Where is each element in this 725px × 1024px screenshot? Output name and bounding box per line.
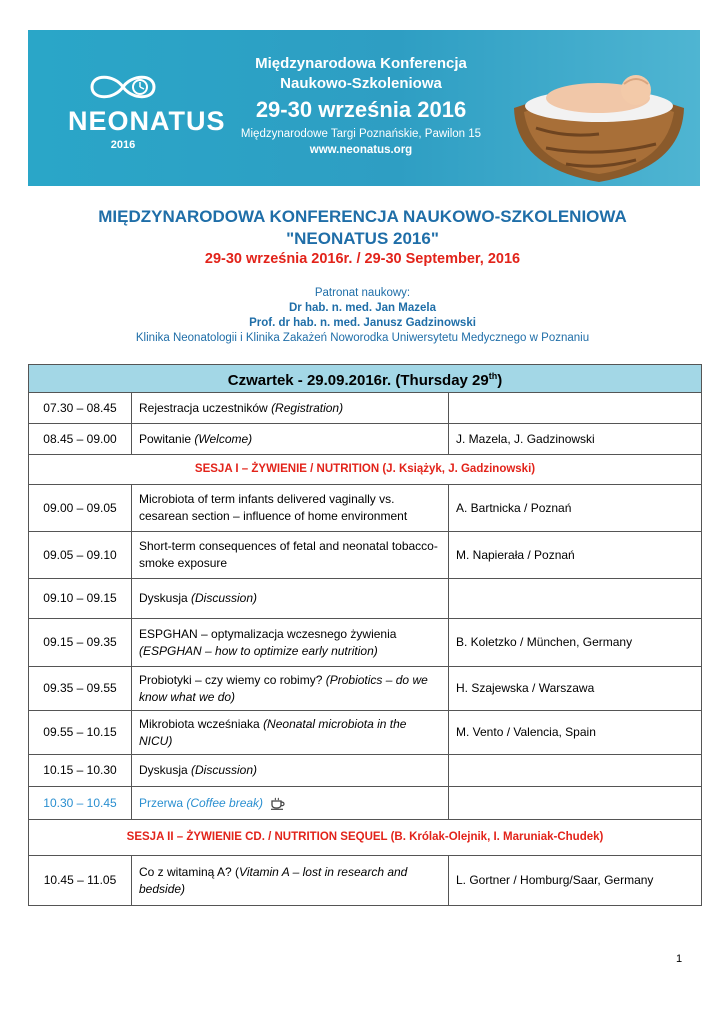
coffee-cup-icon: [270, 797, 286, 810]
topic-cell: Probiotyki – czy wiemy co robimy? (Probiotics – do we know what we do): [132, 667, 449, 711]
patronage-block: [30, 286, 695, 346]
day-header-row: [29, 365, 702, 393]
patron-2: Prof. dr hab. n. med. Janusz Gadzinowski: [249, 317, 476, 329]
topic-cell: Co z witaminą A? (Vitamin A – lost in research and bedside): [132, 856, 449, 906]
schedule-row: [29, 711, 702, 755]
topic-cell: Rejestracja uczestników (Registration): [132, 393, 449, 424]
session-heading: SESJA I – ŻYWIENIE / NUTRITION (J. Książyk, J. Gadzinowski): [29, 455, 702, 485]
banner-line2: Naukowo-Szkoleniowa: [280, 75, 442, 92]
patron-institution: Klinika Neonatologii i Klinika Zakażeń Noworodka Uniwersytetu Medycznego w Poznaniu: [135, 332, 590, 344]
time-cell: 09.55 – 10.15: [29, 711, 132, 755]
topic-cell: Dyskusja (Discussion): [132, 579, 449, 619]
neonatus-logo: [68, 70, 226, 151]
speaker-cell: H. Szajewska / Warszawa: [449, 667, 702, 711]
time-cell: 08.45 – 09.00: [29, 424, 132, 455]
schedule-row: [29, 667, 702, 711]
banner-website: www.neonatus.org: [309, 144, 413, 156]
schedule-row: [29, 485, 702, 532]
time-cell: 09.15 – 09.35: [29, 619, 132, 667]
title-line1: MIĘDZYNARODOWA KONFERENCJA NAUKOWO-SZKOLENIOWA: [98, 207, 627, 226]
conference-dates: 29-30 września 2016r. / 29-30 September, 2016: [204, 251, 521, 267]
speaker-cell: M. Vento / Valencia, Spain: [449, 711, 702, 755]
topic-cell: Przerwa (Coffee break): [132, 787, 449, 820]
banner-text: [206, 54, 516, 158]
topic-cell: ESPGHAN – optymalizacja wczesnego żywienia (ESPGHAN – how to optimize early nutrition): [132, 619, 449, 667]
speaker-cell: B. Koletzko / München, Germany: [449, 619, 702, 667]
speaker-cell: A. Bartnicka / Poznań: [449, 485, 702, 532]
day-header: Czwartek - 29.09.2016r. (Thursday 29th): [29, 365, 702, 393]
schedule-row: [29, 755, 702, 787]
time-cell: 09.00 – 09.05: [29, 485, 132, 532]
schedule-row: [29, 856, 702, 906]
baby-in-nutshell-illustration: [506, 68, 692, 186]
banner-dates: 29-30 września 2016: [255, 97, 467, 122]
banner-venue: Międzynarodowe Targi Poznańskie, Pawilon 15: [240, 128, 482, 140]
topic-cell: Dyskusja (Discussion): [132, 755, 449, 787]
time-cell: 09.10 – 09.15: [29, 579, 132, 619]
speaker-cell: [449, 579, 702, 619]
patronage-label: Patronat naukowy:: [314, 287, 411, 299]
schedule-row: [29, 579, 702, 619]
schedule-row: [29, 424, 702, 455]
session-heading: SESJA II – ŻYWIENIE CD. / NUTRITION SEQUEL (B. Królak-Olejnik, I. Maruniak-Chudek): [29, 820, 702, 856]
session-row: [29, 820, 702, 856]
schedule-row-break: [29, 787, 702, 820]
speaker-cell: L. Gortner / Homburg/Saar, Germany: [449, 856, 702, 906]
time-cell: 10.15 – 10.30: [29, 755, 132, 787]
topic-cell: Microbiota of term infants delivered vaginally vs. cesarean section – influence of home environment: [132, 485, 449, 532]
time-cell: 07.30 – 08.45: [29, 393, 132, 424]
time-cell: 10.30 – 10.45: [29, 787, 132, 820]
time-cell: 09.05 – 09.10: [29, 532, 132, 579]
page-number: 1: [676, 953, 683, 965]
infinity-clock-icon: [84, 70, 162, 104]
title-line2: "NEONATUS 2016": [286, 229, 439, 248]
schedule-row: [29, 532, 702, 579]
speaker-cell: [449, 755, 702, 787]
logo-year: 2016: [110, 139, 136, 151]
speaker-cell: [449, 787, 702, 820]
topic-cell: Mikrobiota wcześniaka (Neonatal microbiota in the NICU): [132, 711, 449, 755]
speaker-cell: [449, 393, 702, 424]
topic-cell: Powitanie (Welcome): [132, 424, 449, 455]
schedule-row: [29, 619, 702, 667]
banner-line1: Międzynarodowa Konferencja: [255, 55, 467, 72]
speaker-cell: M. Napierała / Poznań: [449, 532, 702, 579]
conference-banner: [28, 30, 700, 186]
conference-title: [30, 206, 695, 250]
time-cell: 10.45 – 11.05: [29, 856, 132, 906]
patron-1: Dr hab. n. med. Jan Mazela: [289, 302, 436, 314]
logo-name: NEONATUS: [68, 106, 226, 136]
schedule-table: [28, 364, 702, 906]
topic-cell: Short-term consequences of fetal and neonatal tobacco-smoke exposure: [132, 532, 449, 579]
speaker-cell: J. Mazela, J. Gadzinowski: [449, 424, 702, 455]
session-row: [29, 455, 702, 485]
schedule-row: [29, 393, 702, 424]
time-cell: 09.35 – 09.55: [29, 667, 132, 711]
